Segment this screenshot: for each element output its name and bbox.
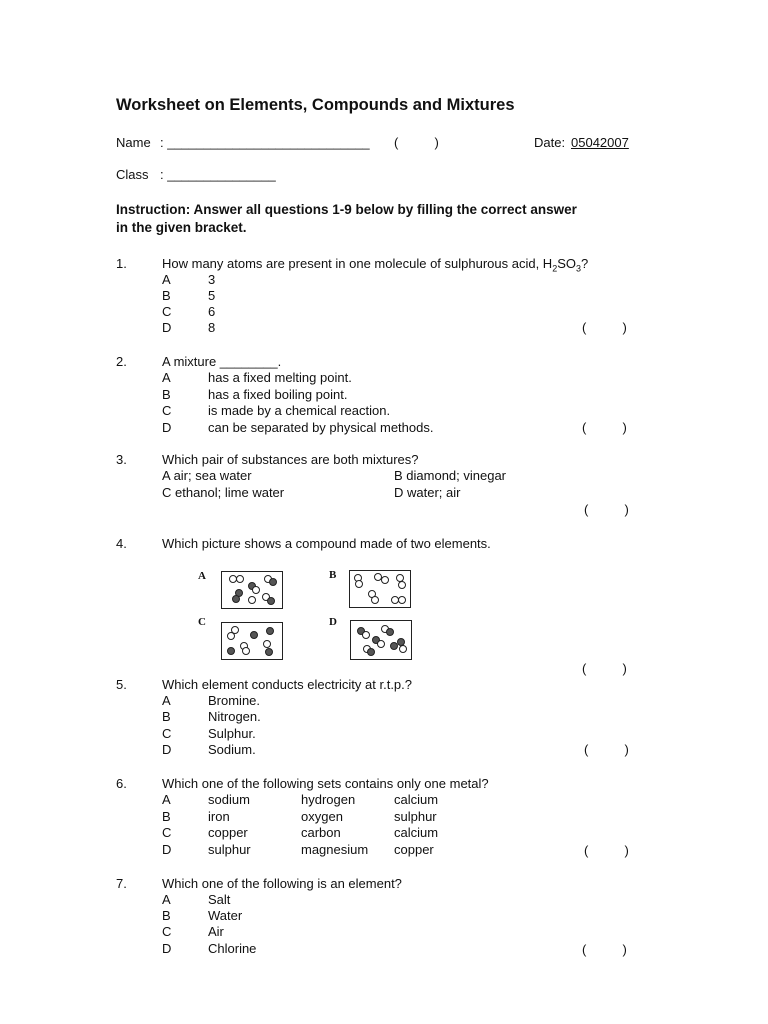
question-stem: Which element conducts electricity at r.t.p.? — [162, 677, 412, 692]
instruction-line-2: in the given bracket. — [116, 220, 247, 235]
option-text: has a fixed melting point. — [208, 370, 352, 385]
option-letter: C — [162, 726, 172, 741]
option-text: can be separated by physical methods. — [208, 420, 434, 435]
question-number: 5. — [116, 677, 127, 692]
option-text: 8 — [208, 320, 216, 335]
option-text: Chlorine — [208, 941, 257, 956]
answer-bracket[interactable]: ( ) — [584, 742, 629, 757]
option-label: A air; sea water — [162, 468, 252, 483]
option-letter: B — [162, 387, 171, 402]
option-col-2: magnesium — [301, 842, 369, 857]
option-col-3: sulphur — [394, 809, 437, 824]
option-letter: B — [162, 709, 171, 724]
option-letter: A — [162, 272, 171, 287]
question-number: 7. — [116, 876, 127, 891]
option-letter: C — [162, 825, 172, 840]
question-number: 3. — [116, 452, 127, 467]
question-number: 1. — [116, 256, 127, 271]
question-stem: Which one of the following is an element? — [162, 876, 402, 891]
question-number: 2. — [116, 354, 127, 369]
particle-picture-b — [349, 570, 411, 608]
question-number: 6. — [116, 776, 127, 791]
option-text: Air — [208, 924, 224, 939]
option-col-1: copper — [208, 825, 248, 840]
picture-label: D — [329, 616, 337, 628]
option-text: Sodium. — [208, 742, 256, 757]
option-text: Salt — [208, 892, 231, 907]
option-text: 6 — [208, 304, 216, 319]
option-col-3: calcium — [394, 825, 439, 840]
option-letter: C — [162, 403, 172, 418]
question-stem: Which pair of substances are both mixtures? — [162, 452, 419, 467]
particle-picture-a — [221, 571, 283, 609]
option-text: Bromine. — [208, 693, 261, 708]
option-letter: B — [162, 288, 171, 303]
name-label: Name — [116, 135, 151, 150]
picture-label: C — [198, 616, 206, 628]
option-text: has a fixed boiling point. — [208, 387, 348, 402]
name-blank: : ____________________________ — [160, 135, 370, 150]
answer-bracket[interactable]: ( ) — [582, 942, 627, 957]
option-label: D water; air — [394, 485, 461, 500]
option-letter: D — [162, 420, 172, 435]
option-letter: B — [162, 908, 171, 923]
option-col-1: iron — [208, 809, 230, 824]
option-letter: A — [162, 792, 171, 807]
option-text: Water — [208, 908, 243, 923]
option-letter: A — [162, 370, 171, 385]
question-stem: A mixture ________. — [162, 354, 282, 369]
picture-label: B — [329, 569, 337, 581]
question-number: 4. — [116, 536, 127, 551]
option-col-3: calcium — [394, 792, 439, 807]
option-col-3: copper — [394, 842, 434, 857]
worksheet-title: Worksheet on Elements, Compounds and Mixtures — [116, 96, 515, 114]
option-col-1: sulphur — [208, 842, 251, 857]
option-text: 3 — [208, 272, 216, 287]
date-label: Date: — [534, 135, 566, 150]
particle-picture-d — [350, 620, 412, 660]
option-text: is made by a chemical reaction. — [208, 403, 391, 418]
question-stem: Which one of the following sets contains only one metal? — [162, 776, 489, 791]
option-text: 5 — [208, 288, 216, 303]
class-blank: : _______________ — [160, 167, 276, 182]
picture-label: A — [198, 570, 206, 582]
question-stem: Which picture shows a compound made of two elements. — [162, 536, 491, 551]
date-value: 05042007 — [571, 135, 629, 150]
option-letter: C — [162, 304, 172, 319]
answer-bracket[interactable]: ( ) — [584, 843, 629, 858]
option-label: C ethanol; lime water — [162, 485, 285, 500]
option-letter: D — [162, 320, 172, 335]
option-letter: D — [162, 742, 172, 757]
option-label: B diamond; vinegar — [394, 468, 507, 483]
question-stem: How many atoms are present in one molecule of sulphurous acid, $H_2SO_3$? — [162, 256, 589, 274]
option-col-2: oxygen — [301, 809, 343, 824]
option-col-2: carbon — [301, 825, 341, 840]
option-letter: B — [162, 809, 171, 824]
option-letter: A — [162, 892, 171, 907]
answer-bracket[interactable]: ( ) — [584, 502, 629, 517]
option-letter: A — [162, 693, 171, 708]
answer-bracket[interactable]: ( ) — [582, 420, 627, 435]
option-col-2: hydrogen — [301, 792, 356, 807]
option-letter: C — [162, 924, 172, 939]
option-text: Sulphur. — [208, 726, 256, 741]
answer-bracket[interactable]: ( ) — [582, 661, 627, 676]
particle-picture-c — [221, 622, 283, 660]
option-col-1: sodium — [208, 792, 250, 807]
option-letter: D — [162, 941, 172, 956]
class-label: Class — [116, 167, 149, 182]
answer-bracket[interactable]: ( ) — [582, 320, 627, 335]
option-text: Nitrogen. — [208, 709, 261, 724]
name-index-bracket: ( ) — [394, 135, 439, 150]
option-letter: D — [162, 842, 172, 857]
instruction-line-1: Instruction: Answer all questions 1-9 below by filling the correct answer — [116, 202, 577, 217]
